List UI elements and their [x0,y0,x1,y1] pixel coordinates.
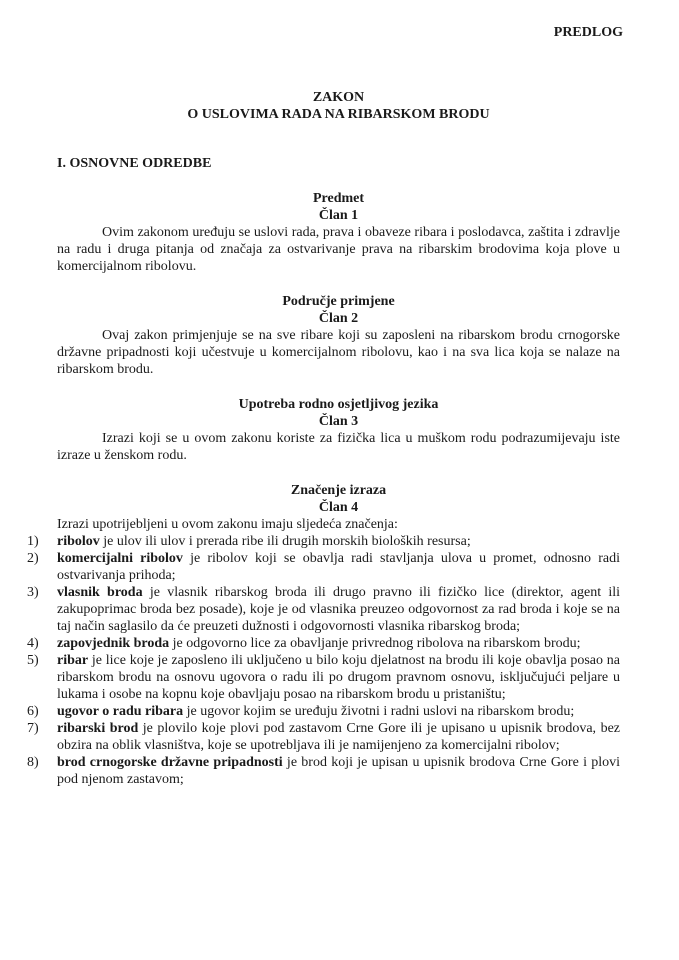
article-intro: Izrazi upotrijebljeni u ovom zakonu imaju sljedeća značenja: [57,517,398,532]
article-number: Član 1 [318,208,359,223]
item-text: je odgovorno lice za obavljanje privrednog ribolova na ribarskom brodu; [169,636,581,651]
item-text: je plovilo koje plovi pod zastavom Crne Gore ili je upisano u upisnik brodova, bez obzira na oblik vlasništva, koje se upotrebljava ili je namijenjeno za komercijalni ribolov; [57,721,620,753]
item-term: ribarski brod [57,721,139,736]
article-heading: Značenje izraza [290,483,387,498]
item-number: 8) [27,755,39,770]
article-number: Član 4 [318,500,359,515]
article-body: Ovim zakonom uređuju se uslovi rada, prava i obaveze ribara i poslodavca, zaštita i zdravlje na radu i druga pitanja od značaja za ostvarivanje prava na ribarskim brodovima koja plove u komercijalnom ribolovu. [57,225,620,274]
article-body: Ovaj zakon primjenjuje se na sve ribare koji su zaposleni na ribarskom brodu crnogorske državne pripadnosti koji učestvuje u komercijalnom ribolovu, kao i na sva lica koja se nalaze na ribarskom brodu. [57,328,620,377]
item-text: je brod koji je upisan u upisnik brodova Crne Gore i plovi pod njenom zastavom; [57,755,620,787]
item-number: 3) [27,585,39,600]
article-body: Izrazi koji se u ovom zakonu koriste za fizička lica u muškom rodu podrazumijevaju iste izraze u ženskom rodu. [57,431,620,463]
item-number: 2) [27,551,39,566]
item-term: ribar [57,653,89,668]
item-term: zapovjednik broda [57,636,170,651]
list-item [27,584,620,635]
item-term: ribolov [57,534,100,549]
article-number: Član 3 [318,414,359,429]
article-number: Član 2 [318,311,359,326]
definitions-list [27,533,620,788]
list-item [27,720,620,754]
item-number: 4) [27,636,39,651]
list-item [27,652,620,703]
item-number: 5) [27,653,39,668]
list-item [27,635,620,652]
item-term: ugovor o radu ribara [57,704,184,719]
draft-label: PREDLOG [553,25,623,40]
chapter-heading: I. OSNOVNE ODREDBE [57,156,212,171]
law-subtitle: O USLOVIMA RADA NA RIBARSKOM BRODU [187,107,490,122]
item-number: 1) [27,534,39,549]
item-text: je vlasnik ribarskog broda ili drugo pravno ili fizičko lice (direktor, agent ili zakupoprimac broda bez posade), koje je od vlasnika preuzeo odgovornost za rad broda i koje se na taj način saglasilo da će preuzeti dužnosti i odgovornosti vlasnika ribarskog broda; [57,585,620,634]
item-term: brod crnogorske državne pripadnosti [57,755,283,770]
item-number: 7) [27,721,39,736]
article-heading: Područje primjene [282,294,395,309]
article-text [57,327,620,378]
article-text [57,430,620,464]
article-heading: Upotreba rodno osjetljivog jezika [238,397,439,412]
item-term: vlasnik broda [57,585,143,600]
law-title: ZAKON [312,90,365,105]
item-text: je ribolov koji se obavlja radi stavljanja ulova u promet, odnosno radi ostvarivanja prihoda; [57,551,620,583]
article-text [57,224,620,275]
list-item [27,754,620,788]
item-text: je lice koje je zaposleno ili uključeno u bilo koju djelatnost na brodu ili koje obavlja posao na ribarskom brodu na osnovu ugovora o radu ili po drugom pravnom osnovu, isključujući peljare u lukama i osobe na kopnu koje obavljaju posao na ribarskom brodu u pristaništu; [57,653,620,702]
item-term: komercijalni ribolov [57,551,183,566]
item-text: je ulov ili ulov i prerada ribe ili drugih morskih bioloških resursa; [99,534,471,549]
item-text: je ugovor kojim se uređuju životni i radni uslovi na ribarskom brodu; [183,704,575,719]
article-heading: Predmet [312,191,365,206]
list-item [27,550,620,584]
list-item [27,533,620,550]
list-item [27,703,620,720]
item-number: 6) [27,704,39,719]
